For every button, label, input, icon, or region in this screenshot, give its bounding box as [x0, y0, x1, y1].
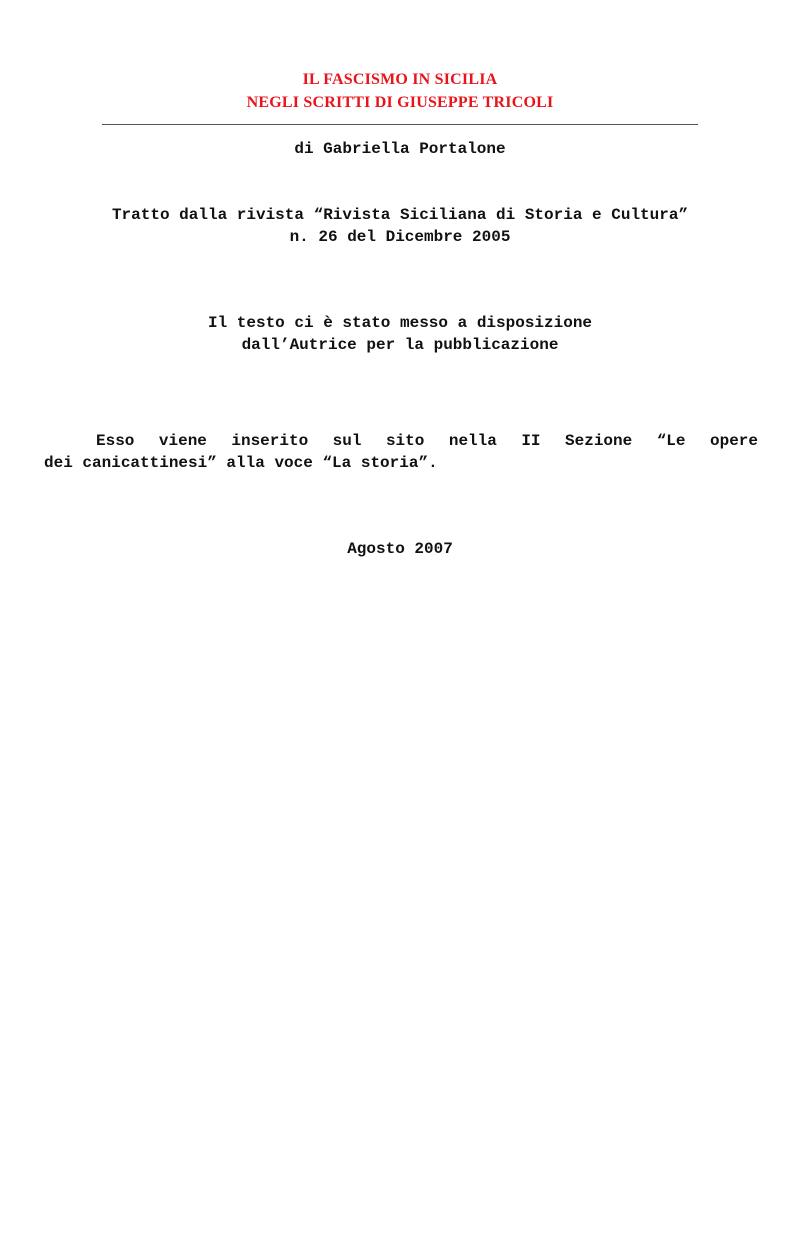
body-paragraph-line-1: Esso viene inserito sul sito nella II Sezione “Le opere [96, 432, 758, 450]
source-line-2: n. 26 del Dicembre 2005 [289, 228, 511, 246]
document-title-line-2: NEGLI SCRITTI DI GIUSEPPE TRICOLI [246, 94, 554, 111]
author-line: di Gabriella Portalone [294, 140, 506, 158]
note-line-1: Il testo ci è stato messo a disposizione [207, 314, 593, 332]
document-date: Agosto 2007 [347, 540, 453, 558]
body-paragraph-line-2: dei canicattinesi” alla voce “La storia”. [44, 454, 438, 472]
source-line-1: Tratto dalla rivista “Rivista Siciliana di Storia e Cultura” [111, 206, 689, 224]
note-line-2: dall’Autrice per la pubblicazione [241, 336, 559, 354]
body-paragraph [44, 430, 758, 474]
document-title-line-1: IL FASCISMO IN SICILIA [302, 71, 498, 88]
title-divider [102, 124, 698, 125]
